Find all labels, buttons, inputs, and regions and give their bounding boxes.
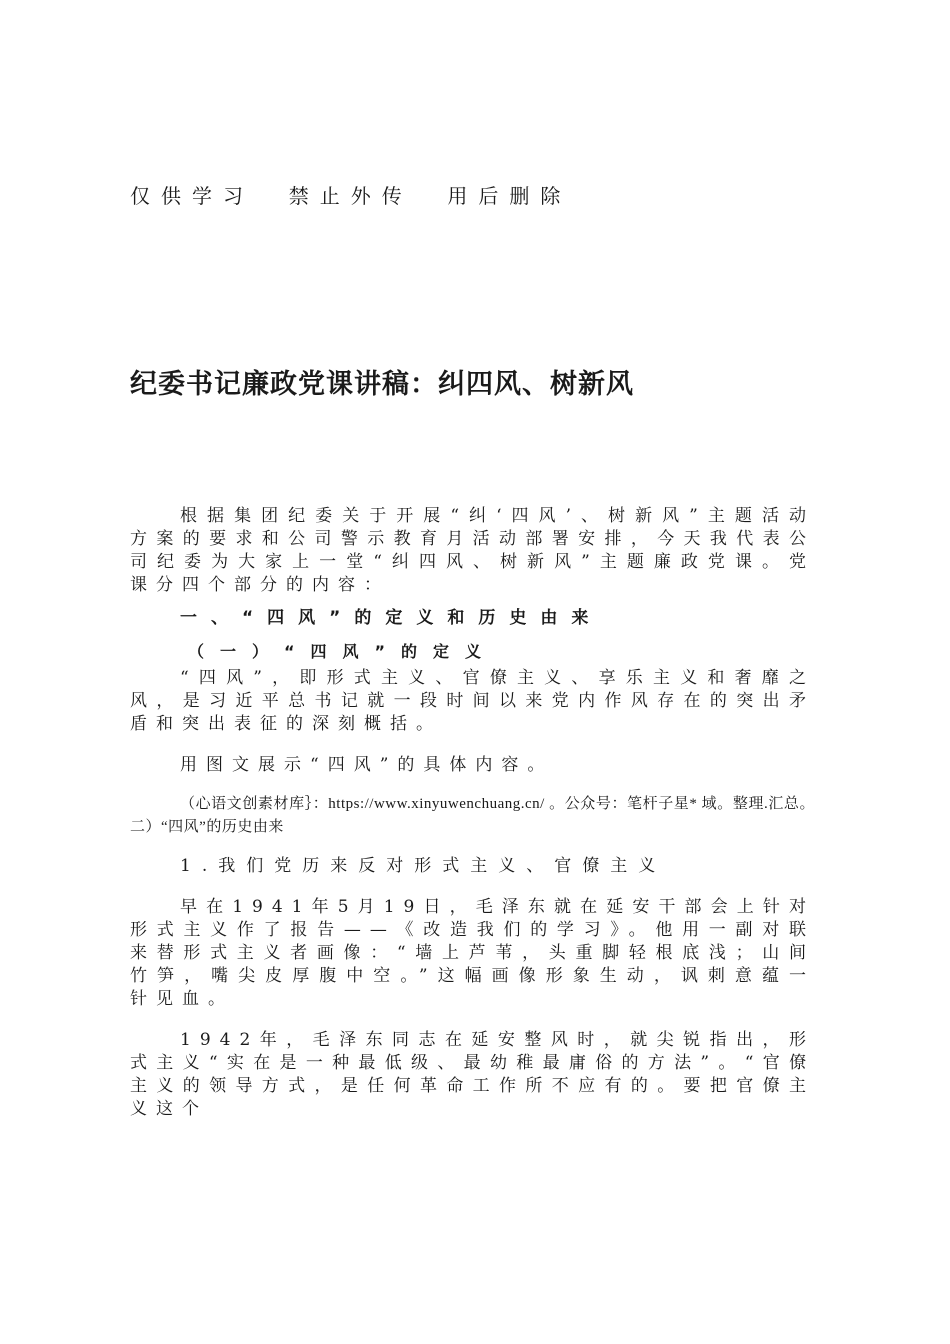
definition-paragraph: “四风”，即形式主义、官僚主义、享乐主义和奢靡之风，是习近平总书记就一段时间以来党内作风存在的突出矛盾和突出表征的深刻概括。 (130, 668, 815, 734)
history-item-1: 1.我们党历来反对形式主义、官僚主义 (180, 856, 667, 876)
section-heading-1: 一、“四风”的定义和历史由来 (180, 608, 603, 628)
confidential-notice: 仅供学习 禁止外传 用后删除 (130, 184, 572, 208)
paragraph-1941: 早在1941年5月19日，毛泽东就在延安干部会上针对形式主义作了报告——《改造我们的学习》。他用一副对联来替形式主义者画像：“墙上芦苇，头重脚轻根底浅；山间竹笋，嘴尖皮厚腹中空。”这幅画像形象生动，讽刺意蕴一针见血。 (130, 897, 815, 1009)
source-line: （心语文创素材库｝：https://www.xinyuwenchuang.cn/ 。公众号：笔杆子星* 域。整理.汇总。二）“四风”的历史由来 (130, 796, 815, 835)
subsection-heading-1-1: （一）“四风”的定义 (188, 642, 498, 661)
document-title: 纪委书记廉政党课讲稿：纠四风、树新风 (130, 369, 634, 400)
paragraph-1942: 1942年，毛泽东同志在延安整风时，就尖锐指出，形式主义“实在是一种最低级、最幼稚最庸俗的方法”。“官僚主义的领导方式，是任何革命工作所不应有的。要把官僚主义这个 (130, 1030, 815, 1119)
document-body (130, 505, 815, 1121)
illustration-paragraph: 用图文展示“四风”的具体内容。 (180, 755, 554, 775)
intro-paragraph: 根据集团纪委关于开展“纠‘四风’、树新风”主题活动方案的要求和公司警示教育月活动部署安排，今天我代表公司纪委为大家上一堂“纠四风、树新风”主题廉政党课。党课分四个部分的内容： (130, 506, 815, 595)
